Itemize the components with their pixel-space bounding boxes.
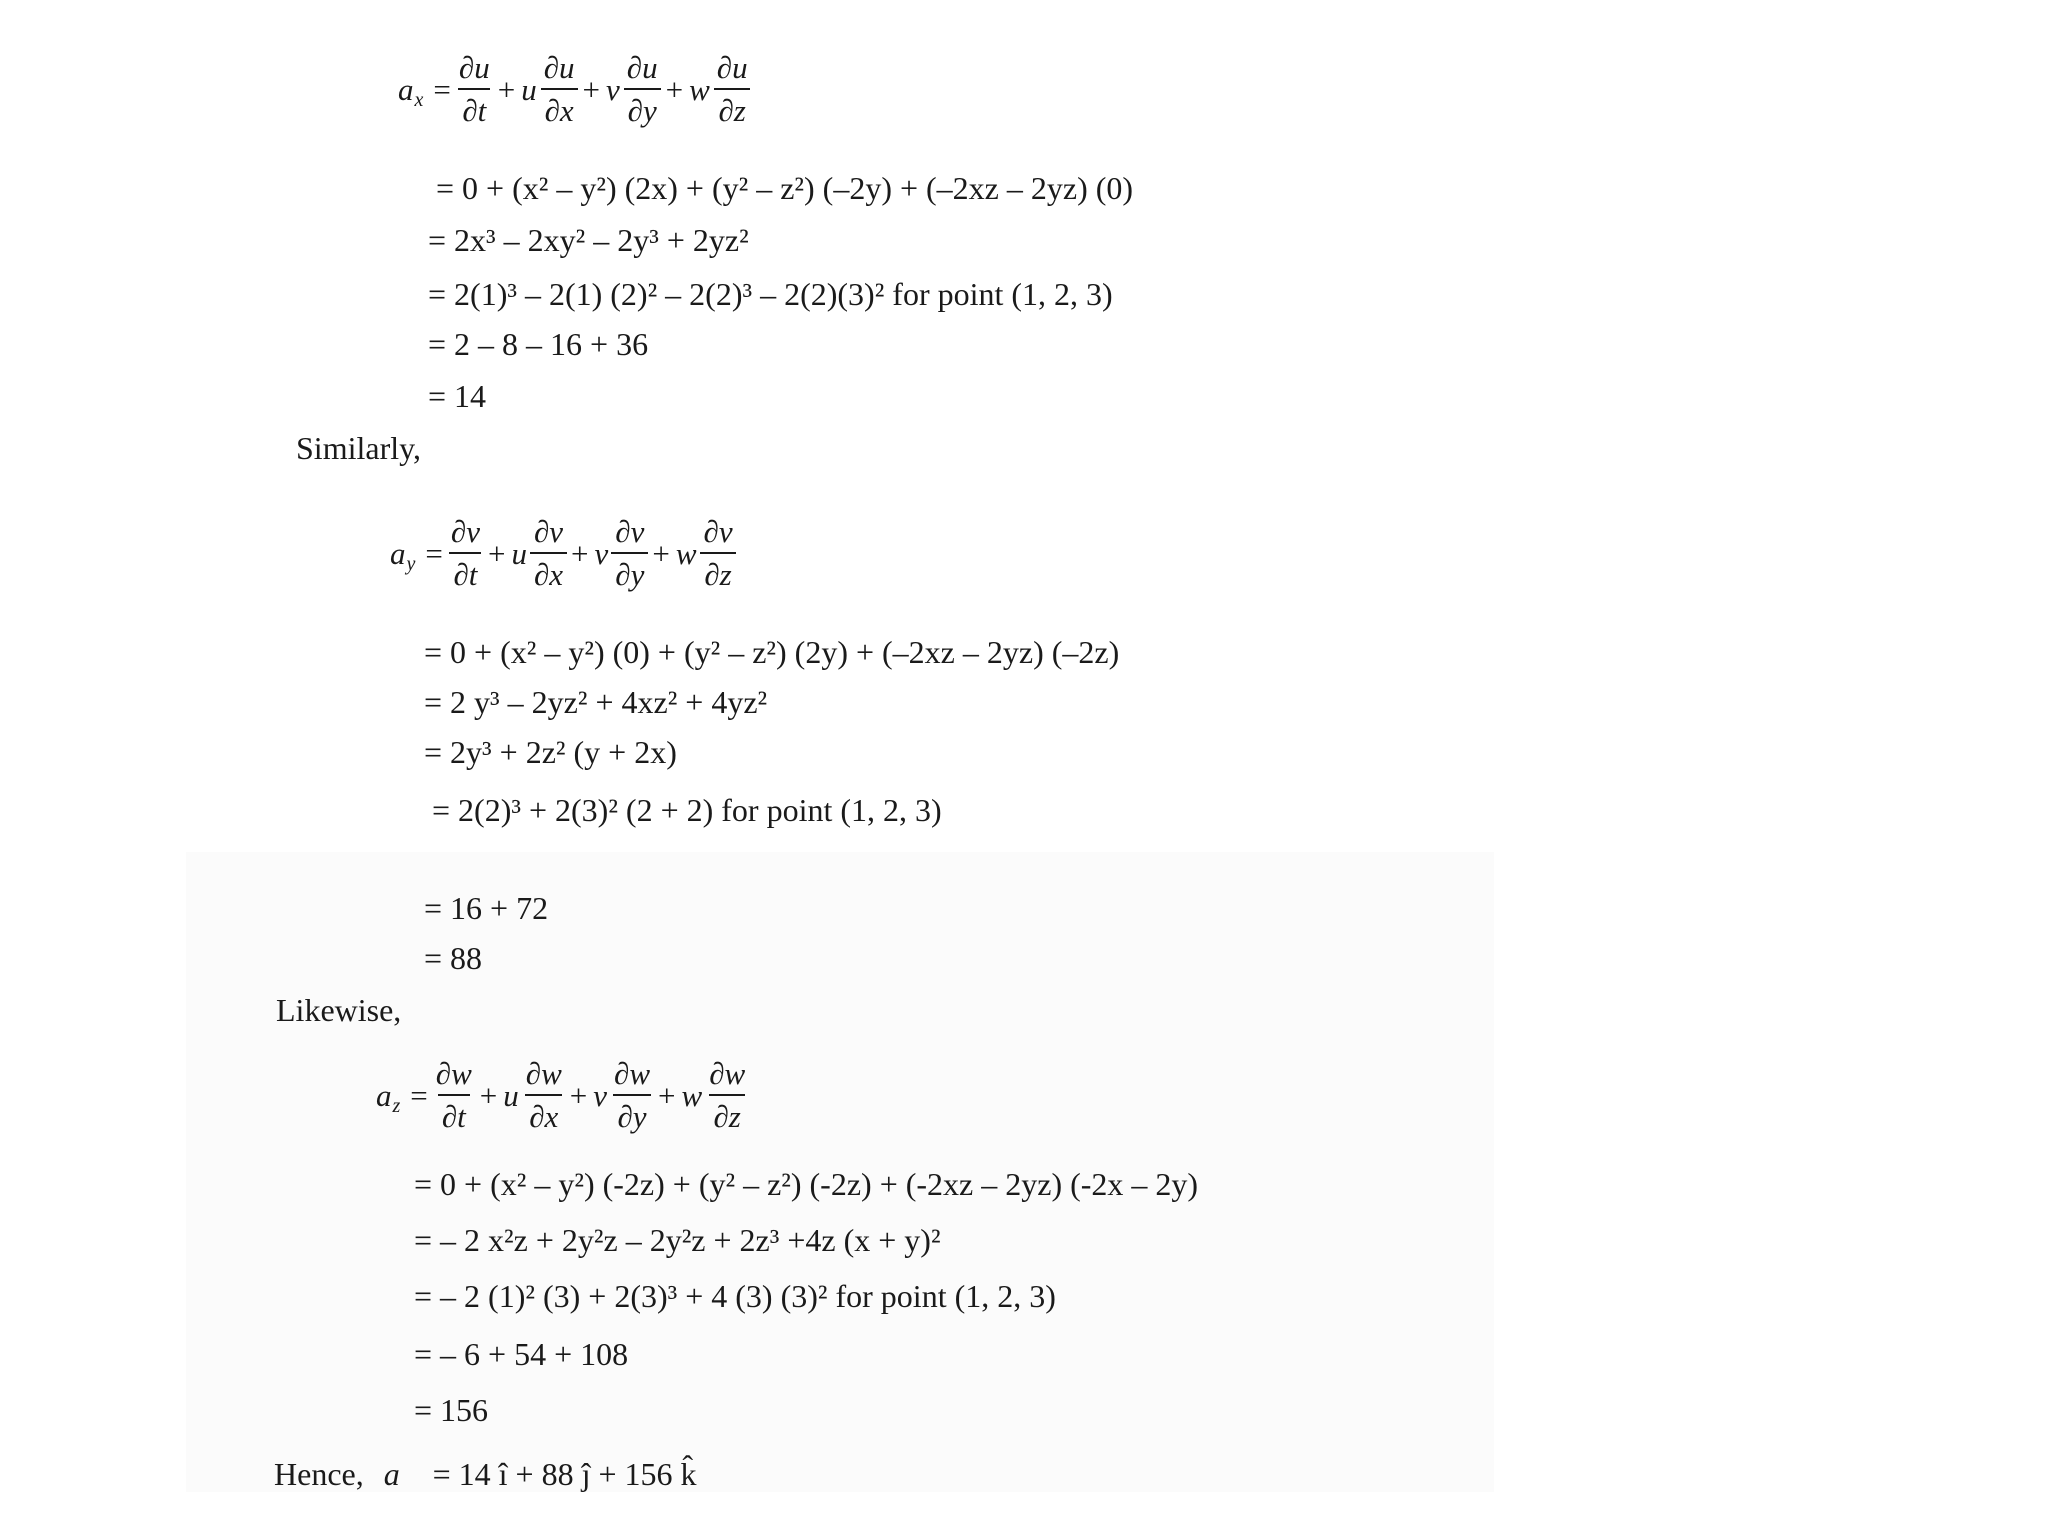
ay-term-4: $\frac{\partial v}{\partial z}$: [700, 512, 737, 596]
ax-term-2: $\frac{\partial u}{\partial x}$: [540, 48, 579, 132]
hence-label: Hence,: [274, 1456, 364, 1492]
ay-step-5: = 16 + 72: [424, 890, 549, 926]
ay-step-2: = 2 y³ – 2yz² + 4xz² + 4yz²: [424, 684, 768, 720]
ay-step-4: = 2(2)³ + 2(3)² (2 + 2) for point (1, 2, 3): [432, 792, 942, 828]
ax-term-4: $\frac{\partial u}{\partial z}$: [713, 48, 752, 132]
az-term-1: $\frac{\partial w}{\partial t}$: [432, 1054, 476, 1138]
ay-step-6: = 88: [424, 940, 483, 976]
az-term-3: $\frac{\partial w}{\partial y}$: [610, 1054, 654, 1138]
ax-definition: a $_x$ = $\frac{\partial u}{\partial t}$ + u $\frac{\partial u}{\partial x}$ + v $\frac{\partial u}{\partial y}$ + w $\frac{\partial u}{\partial z}$: [398, 48, 752, 132]
ay-term-2: $\frac{\partial v}{\partial x}$: [530, 512, 567, 596]
ay-step-1: = 0 + (x² – y²) (0) + (y² – z²) (2y) + (–2xz – 2yz) (–2z): [424, 634, 1120, 670]
ax-step-2: = 2x³ – 2xy² – 2y³ + 2yz²: [428, 222, 749, 258]
az-step-3: = – 2 (1)² (3) + 2(3)³ + 4 (3) (3)² for point (1, 2, 3): [414, 1278, 1056, 1314]
az-lhs: a $_z$: [376, 1078, 401, 1117]
ax-step-4: = 2 – 8 – 16 + 36: [428, 326, 649, 362]
acceleration-vector-value: = 14 î + 88 ĵ + 156 k̂: [432, 1456, 697, 1492]
ax-step-3: = 2(1)³ – 2(1) (2)² – 2(2)³ – 2(2)(3)² for point (1, 2, 3): [428, 276, 1113, 312]
ay-lhs: a $_y$: [390, 536, 416, 575]
az-step-4: = – 6 + 54 + 108: [414, 1336, 629, 1372]
ax-step-5: = 14: [428, 378, 487, 414]
ay-definition: a $_y$ = $\frac{\partial v}{\partial t}$ + u $\frac{\partial v}{\partial x}$ + v $\frac{\partial v}{\partial y}$ + w $\frac{\partial v}{\partial z}$: [390, 512, 737, 596]
az-definition: a $_z$ = $\frac{\partial w}{\partial t}$ + u $\frac{\partial w}{\partial x}$ + v $\frac{\partial w}{\partial y}$ + w $\frac{\partial w}{\partial z}$: [376, 1054, 749, 1138]
az-term-2: $\frac{\partial w}{\partial x}$: [522, 1054, 566, 1138]
ax-step-1: = 0 + (x² – y²) (2x) + (y² – z²) (–2y) + (–2xz – 2yz) (0): [436, 170, 1134, 206]
hence-line: [274, 1454, 697, 1494]
az-step-1: = 0 + (x² – y²) (-2z) + (y² – z²) (-2z) + (-2xz – 2yz) (-2x – 2y): [414, 1166, 1199, 1202]
ay-term-3: $\frac{\partial v}{\partial y}$: [611, 512, 648, 596]
ax-term-1: $\frac{\partial u}{\partial t}$: [455, 48, 494, 132]
ay-step-3: = 2y³ + 2z² (y + 2x): [424, 734, 677, 770]
similarly-text: Similarly,: [296, 430, 422, 466]
acceleration-vector-symbol: a⃗: [383, 1456, 425, 1492]
az-step-5: = 156: [414, 1392, 489, 1428]
az-term-4: $\frac{\partial w}{\partial z}$: [705, 1054, 749, 1138]
ax-term-3: $\frac{\partial u}{\partial y}$: [623, 48, 662, 132]
ay-term-1: $\frac{\partial v}{\partial t}$: [447, 512, 484, 596]
az-step-2: = – 2 x²z + 2y²z – 2y²z + 2z³ +4z (x + y)²: [414, 1222, 941, 1258]
ax-lhs: a $_x$: [398, 72, 424, 111]
likewise-text: Likewise,: [276, 992, 402, 1028]
